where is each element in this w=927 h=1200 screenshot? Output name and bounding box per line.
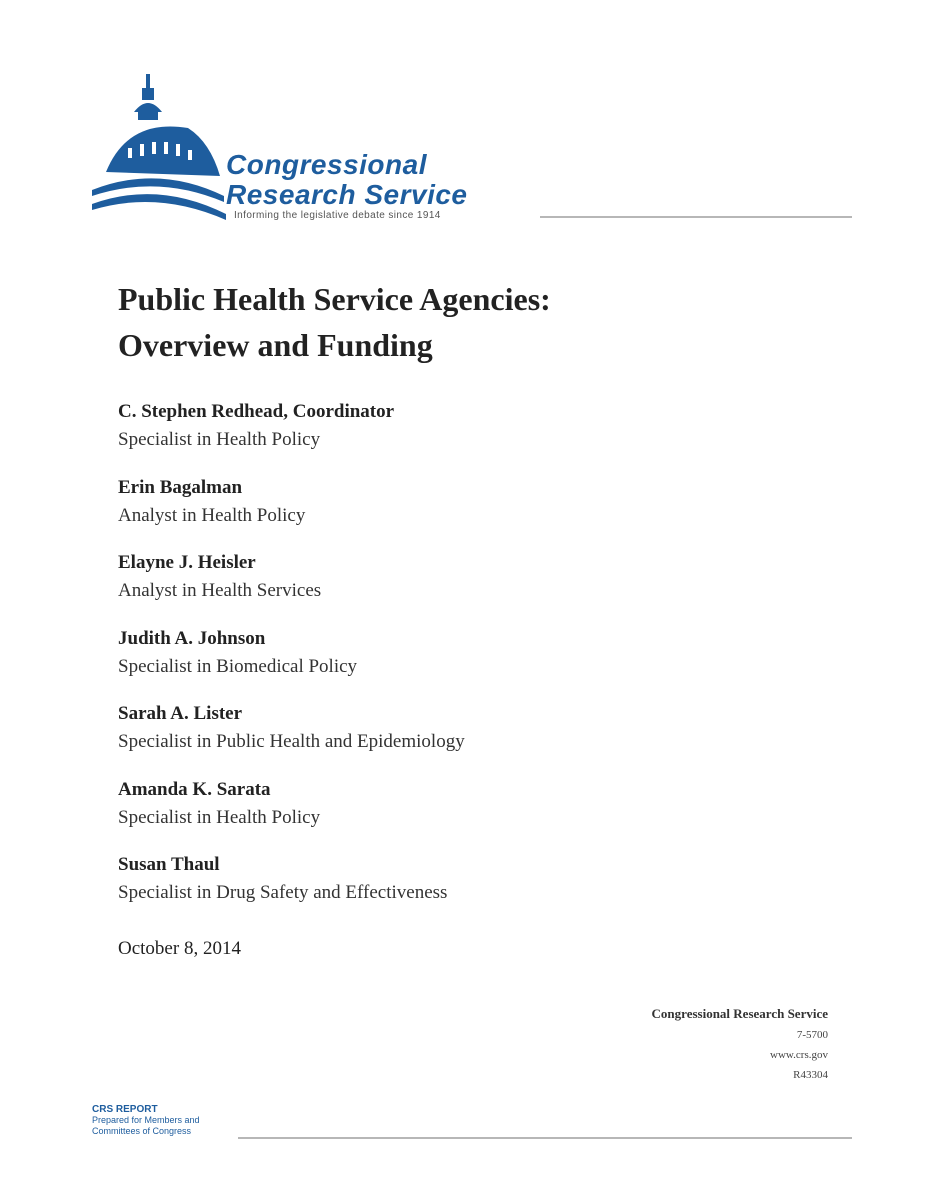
title-line2: Overview and Funding: [118, 327, 433, 363]
crs-code: 7-5700: [796, 1029, 828, 1041]
author-name: C. Stephen Redhead, Coordinator: [118, 401, 395, 422]
report-number: R43304: [793, 1069, 828, 1081]
report-tag-sub1: Prepared for Members and: [92, 1115, 200, 1125]
author-role: Specialist in Public Health and Epidemiology: [118, 731, 465, 752]
author-role: Specialist in Health Policy: [118, 806, 321, 828]
org-tagline: Informing the legislative debate since 1914: [234, 210, 441, 221]
report-date: October 8, 2014: [118, 938, 241, 959]
author-name: Amanda K. Sarata: [118, 778, 271, 800]
title-line1: Public Health Service Agencies:: [118, 281, 551, 317]
author-name: Elayne J. Heisler: [118, 552, 256, 573]
author-entry: [118, 776, 718, 852]
footer-divider: [238, 1137, 852, 1139]
author-entry: [118, 474, 718, 550]
report-tag-sub2: Committees of Congress: [92, 1126, 192, 1136]
author-name: Susan Thaul: [118, 854, 220, 875]
crs-info-block: [652, 1003, 828, 1085]
author-name: Judith A. Johnson: [118, 627, 266, 649]
author-role: Specialist in Health Policy: [118, 429, 321, 450]
org-name-line2: Research Service: [226, 179, 468, 210]
report-tag-label: CRS REPORT: [92, 1104, 158, 1115]
author-name: Sarah A. Lister: [118, 703, 243, 724]
author-name: Erin Bagalman: [118, 476, 243, 498]
org-name-line1: Congressional: [226, 149, 427, 180]
author-role: Analyst in Health Policy: [118, 504, 306, 526]
report-title: [118, 276, 551, 368]
author-role: Analyst in Health Services: [118, 580, 322, 601]
crs-url: www.crs.gov: [770, 1049, 828, 1061]
crs-org-name: Congressional Research Service: [651, 1006, 828, 1021]
header-divider: [540, 216, 852, 218]
author-entry: [118, 398, 718, 474]
author-role: Specialist in Drug Safety and Effectiveness: [118, 882, 448, 903]
author-entry: [118, 700, 718, 776]
org-wordmark: [226, 150, 468, 210]
author-entry: [118, 625, 718, 701]
capitol-dome-icon: [88, 72, 228, 222]
author-list: [118, 398, 718, 927]
author-entry: [118, 549, 718, 625]
crs-report-tag: [92, 1104, 200, 1137]
author-role: Specialist in Biomedical Policy: [118, 655, 358, 677]
author-entry: [118, 851, 718, 927]
